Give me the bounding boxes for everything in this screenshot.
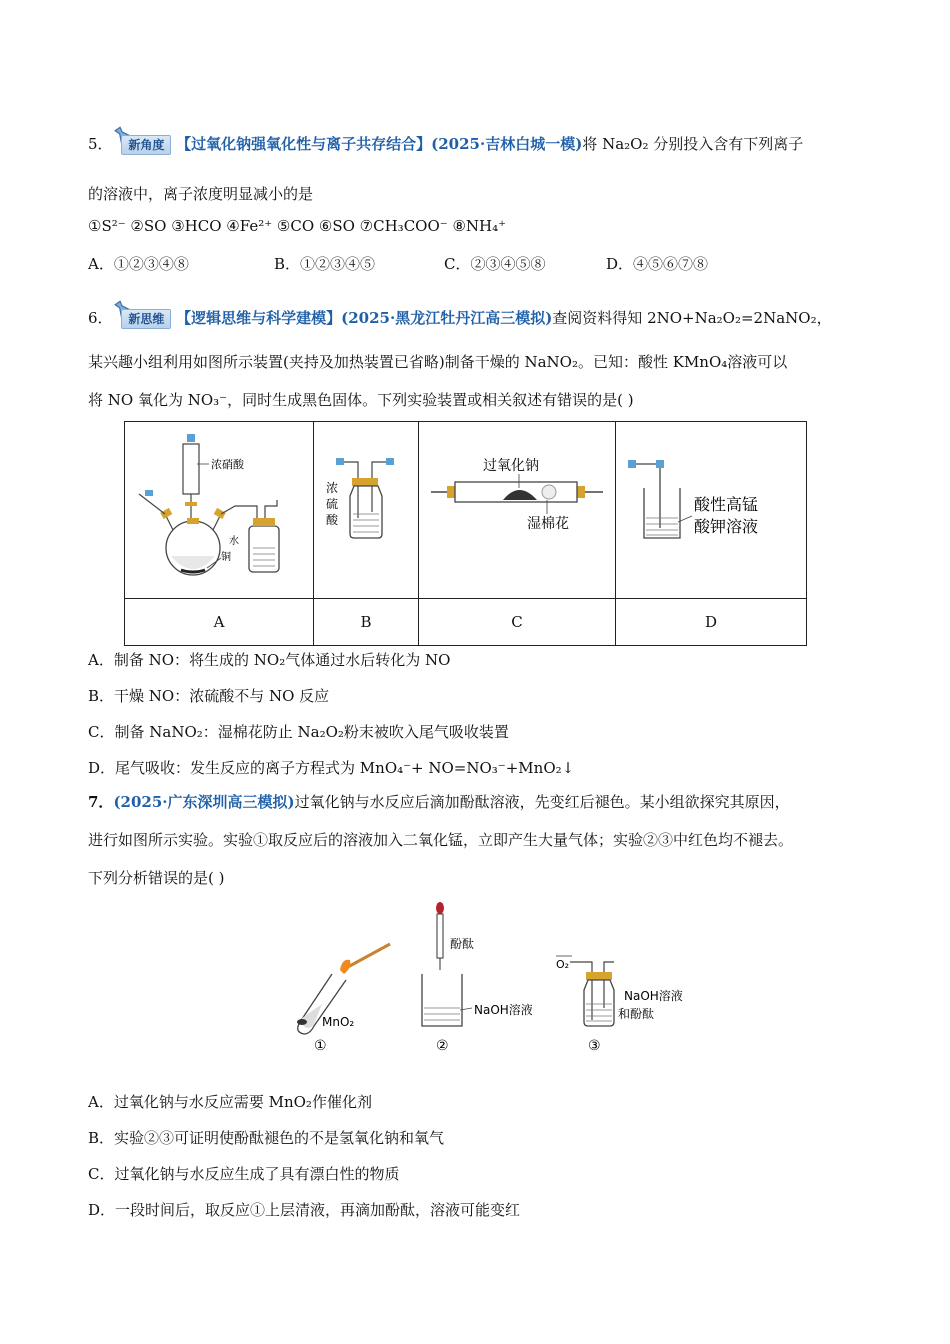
q6-stem-a: 查阅资料得知 2NO+Na₂O₂=2NaNO₂， (552, 309, 832, 327)
q5-line1 (88, 131, 803, 154)
a-acid-label: 浓硝酸 (211, 458, 244, 471)
q5-option-d[interactable]: D．④⑤⑥⑦⑧ (606, 255, 709, 273)
q5-ions: ①S²⁻ ②SO ③HCO ④Fe²⁺ ⑤CO ⑥SO ⑦CH₃COO⁻ ⑧NH₄⁺ (88, 217, 507, 235)
q5-badge-label: 新角度 (121, 135, 171, 155)
fig-n1: ① (314, 1038, 327, 1054)
gas-bottle (556, 956, 614, 1026)
q7-source: (2025·广东深圳高三模拟) (113, 793, 295, 811)
q7-number: 7． (88, 793, 114, 811)
q5-option-a[interactable]: A．①②③④⑧ (88, 255, 189, 273)
apparatus-table (124, 421, 807, 646)
naoh-label: NaOH溶液 (474, 1003, 533, 1017)
apparatus-d (616, 422, 807, 599)
q7-figure (280, 900, 710, 1060)
q7-line1 (88, 791, 790, 812)
q6-badge-label: 新思维 (121, 309, 171, 329)
q6-option-d[interactable]: D．尾气吸收：发生反应的离子方程式为 MnO₄⁻+ NO=NO₃⁻+MnO₂↓ (88, 759, 575, 777)
apparatus-c (419, 422, 616, 599)
q7-stem-a: 过氧化钠与水反应后滴加酚酞溶液，先变红后褪色。某小组欲探究其原因， (294, 793, 790, 811)
q5-stem-b: 的溶液中，离子浓度明显减小的是 (88, 185, 314, 203)
q6-source: (2025·黑龙江牡丹江高三模拟) (341, 309, 553, 327)
apparatus-b (314, 422, 419, 599)
q6-stem-c: 将 NO 氧化为 NO₃⁻，同时生成黑色固体。下列实验装置或相关叙述有错误的是( ) (88, 391, 634, 409)
q6-badge (113, 305, 169, 327)
dropper-beaker (422, 902, 475, 1026)
q5-source: (2025·吉林白城一模) (431, 135, 583, 153)
b-acid-label: 浓硫酸 (326, 481, 339, 527)
apparatus-b-label: B (314, 599, 419, 646)
q5-option-b[interactable]: B．①②③④⑤ (274, 255, 376, 273)
fig-n2: ② (436, 1038, 449, 1054)
a-copper-label: 铜 (221, 552, 231, 563)
q7-stem-c: 下列分析错误的是( ) (88, 869, 225, 887)
q6-number: 6． (88, 309, 113, 327)
naoh-phenol-2: 和酚酞 (618, 1007, 655, 1021)
q5-stem-a: 将 Na₂O₂ 分别投入含有下列离子 (582, 135, 804, 153)
q7-option-b[interactable]: B．实验②③可证明使酚酞褪色的不是氢氧化钠和氧气 (88, 1129, 445, 1147)
mno2-label: MnO₂ (322, 1015, 355, 1029)
q6-line1 (88, 305, 832, 328)
naoh-phenol-1: NaOH溶液 (624, 989, 683, 1003)
q7-option-a[interactable]: A．过氧化钠与水反应需要 MnO₂作催化剂 (88, 1093, 372, 1111)
apparatus-c-label: C (419, 599, 616, 646)
c-reagent-label: 过氧化钠 (483, 458, 539, 474)
q5-option-c[interactable]: C．②③④⑤⑧ (444, 255, 546, 273)
q6-option-a[interactable]: A．制备 NO：将生成的 NO₂气体通过水后转化为 NO (88, 651, 451, 669)
d-solution-1: 酸性高锰 (694, 495, 759, 514)
apparatus-a (125, 422, 314, 599)
q7-option-d[interactable]: D．一段时间后，取反应①上层清液，再滴加酚酞，溶液可能变红 (88, 1201, 521, 1219)
q5-tag: 【过氧化钠强氧化性与离子共存结合】 (176, 135, 432, 153)
q6-tag: 【逻辑思维与科学建模】 (176, 309, 342, 327)
a-water-label: 水 (229, 536, 239, 547)
c-cotton-label: 湿棉花 (527, 516, 569, 532)
q7-stem-b: 进行如图所示实验。实验①取反应后的溶液加入二氧化锰，立即产生大量气体；实验②③中红色均不褪去。 (88, 831, 794, 849)
q5-number: 5． (88, 135, 113, 153)
q7-option-c[interactable]: C．过氧化钠与水反应生成了具有漂白性的物质 (88, 1165, 400, 1183)
apparatus-a-label: A (125, 599, 314, 646)
o2-label: O₂ (556, 958, 570, 971)
apparatus-d-label: D (616, 599, 807, 646)
q6-option-b[interactable]: B．干燥 NO：浓硫酸不与 NO 反应 (88, 687, 330, 705)
d-solution-2: 酸钾溶液 (694, 517, 759, 536)
q6-option-c[interactable]: C．制备 NaNO₂：湿棉花防止 Na₂O₂粉末被吹入尾气吸收装置 (88, 723, 509, 741)
q5-badge (113, 131, 169, 153)
fig-n3: ③ (588, 1038, 601, 1054)
phenol-label: 酚酞 (450, 937, 475, 951)
q6-stem-b: 某兴趣小组利用如图所示装置(夹持及加热装置已省略)制备干燥的 NaNO₂。已知：酸性 KMnO₄溶液可以 (88, 353, 788, 371)
